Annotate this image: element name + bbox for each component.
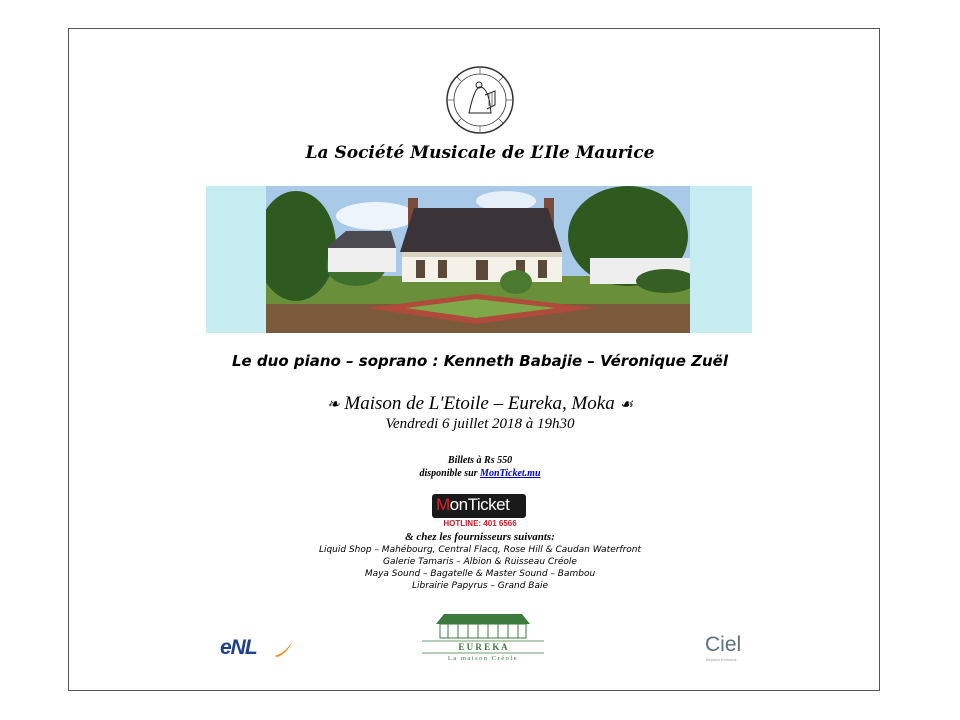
ornament-right-icon: ☙ (619, 397, 633, 413)
suppliers-heading: & chez les fournisseurs suivants: (405, 531, 555, 543)
venue-text: Maison de L'Etoile – Eureka, Moka (344, 393, 615, 414)
concert-date: Vendredi 6 juillet 2018 à 19h30 (385, 416, 575, 432)
society-seal-logo (445, 65, 515, 135)
ciel-tagline: Beyond Horizons (706, 657, 737, 662)
monticket-logo-m: M (436, 495, 450, 514)
supplier-item: Librairie Papyrus – Grand Baie (411, 581, 549, 591)
ciel-logo: Ciel (705, 633, 742, 656)
enl-logo: eNL (220, 636, 257, 659)
supplier-item: Liquid Shop – Mahébourg, Central Flacq, Rose Hill & Caudan Waterfront (318, 545, 642, 555)
availability-prefix: disponible sur (419, 468, 481, 479)
ticket-price: Billets à Rs 550 (447, 455, 513, 466)
performers-heading: Le duo piano – soprano : Kenneth Babajie – Véronique Zuël (231, 352, 729, 370)
venue-line (0, 393, 960, 415)
monticket-link[interactable]: MonTicket.mu (480, 468, 541, 479)
eureka-tagline: La maison Créole (447, 655, 519, 662)
monticket-logo (432, 494, 526, 518)
monticket-logo-rest: onTicket (449, 495, 510, 514)
ticket-availability (0, 467, 960, 480)
house-photo-illustration (266, 186, 690, 333)
enl-swoosh-icon (272, 640, 294, 658)
ticket-info (0, 454, 960, 480)
supplier-item: Galerie Tamaris – Albion & Ruisseau Créole (383, 557, 577, 567)
eureka-logo (422, 612, 544, 662)
monticket-logo-text (436, 495, 509, 515)
eureka-name: E U R E K A (458, 642, 508, 652)
hotline: HOTLINE: 401 6566 (443, 519, 517, 528)
supplier-item: Maya Sound – Bagatelle & Master Sound – Bambou (364, 569, 596, 579)
society-title: La Société Musicale de L’Ile Maurice (305, 143, 655, 163)
ornament-left-icon: ❧ (327, 397, 340, 413)
house-photo (206, 186, 752, 333)
